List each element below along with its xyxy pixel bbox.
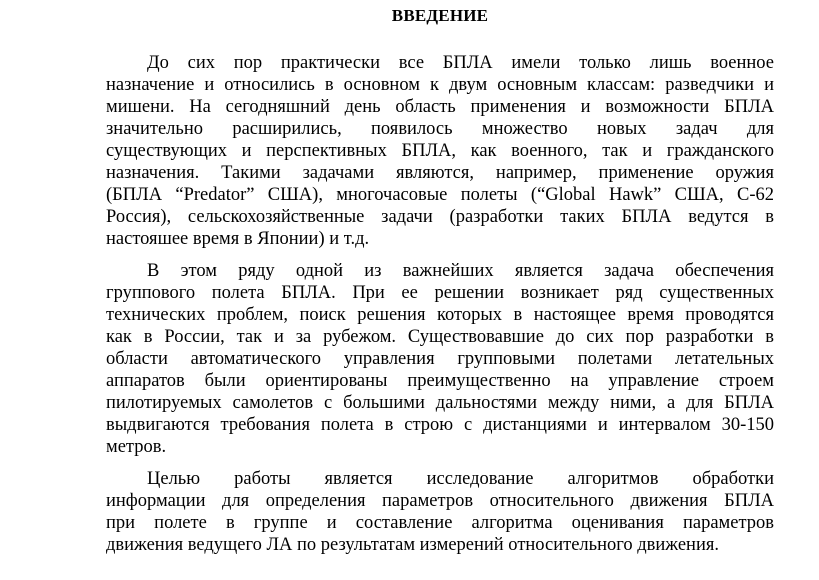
text-line: информации для определения параметров относительного движения БПЛА bbox=[106, 491, 774, 511]
text-line: существующих и перспективных БПЛА, как военного, так и гражданского bbox=[106, 141, 774, 161]
text-line: назначения. Такими задачами являются, например, применение оружия bbox=[106, 163, 774, 183]
text-line: аппаратов были ориентированы преимущественно на управление строем bbox=[106, 371, 774, 391]
text-line: Целью работы является исследование алгоритмов обработки bbox=[147, 469, 774, 489]
paragraph-intro bbox=[106, 52, 774, 250]
text-line: В этом ряду одной из важнейших является задача обеспечения bbox=[147, 261, 774, 281]
text-line: назначение и относились в основном к двум основным классам: разведчики и bbox=[106, 75, 774, 95]
text-line: технических проблем, поиск решения которых в настоящее время проводятся bbox=[106, 305, 774, 325]
text-line: движения ведущего ЛА по результатам измерений относительного движения. bbox=[106, 535, 719, 555]
text-line: области автоматического управления групповыми полетами летательных bbox=[106, 349, 774, 369]
text-line: настояшее время в Японии) и т.д. bbox=[106, 229, 370, 249]
text-line: (БПЛА “Predator” США), многочасовые полеты (“Global Hawk” США, С-62 bbox=[106, 185, 774, 205]
text-line: пилотируемых самолетов с большими дальностями между ними, а для БПЛА bbox=[106, 393, 774, 413]
text-line: выдвигаются требования полета в строю с дистанциями и интервалом 30-150 bbox=[106, 415, 774, 435]
document-page bbox=[106, 5, 774, 556]
text-line: значительно расширились, появилось множество новых задач для bbox=[106, 119, 774, 139]
text-line: До сих пор практически все БПЛА имели только лишь военное bbox=[147, 53, 774, 73]
text-line: метров. bbox=[106, 437, 167, 457]
document-title: ВВЕДЕНИЕ bbox=[391, 6, 489, 25]
text-line: как в России, так и за рубежом. Существовавшие до сих пор разработки в bbox=[106, 327, 774, 347]
paragraph-group-flight bbox=[106, 260, 774, 458]
text-line: Россия), сельскохозяйственные задачи (разработки таких БПЛА ведутся в bbox=[106, 207, 774, 227]
text-line: при полете в группе и составление алгоритма оценивания параметров bbox=[106, 513, 774, 533]
text-line: мишени. На сегодняшний день область применения и возможности БПЛА bbox=[106, 97, 774, 117]
text-line: группового полета БПЛА. При ее решении возникает ряд существенных bbox=[106, 283, 774, 303]
paragraph-goal bbox=[106, 468, 774, 556]
